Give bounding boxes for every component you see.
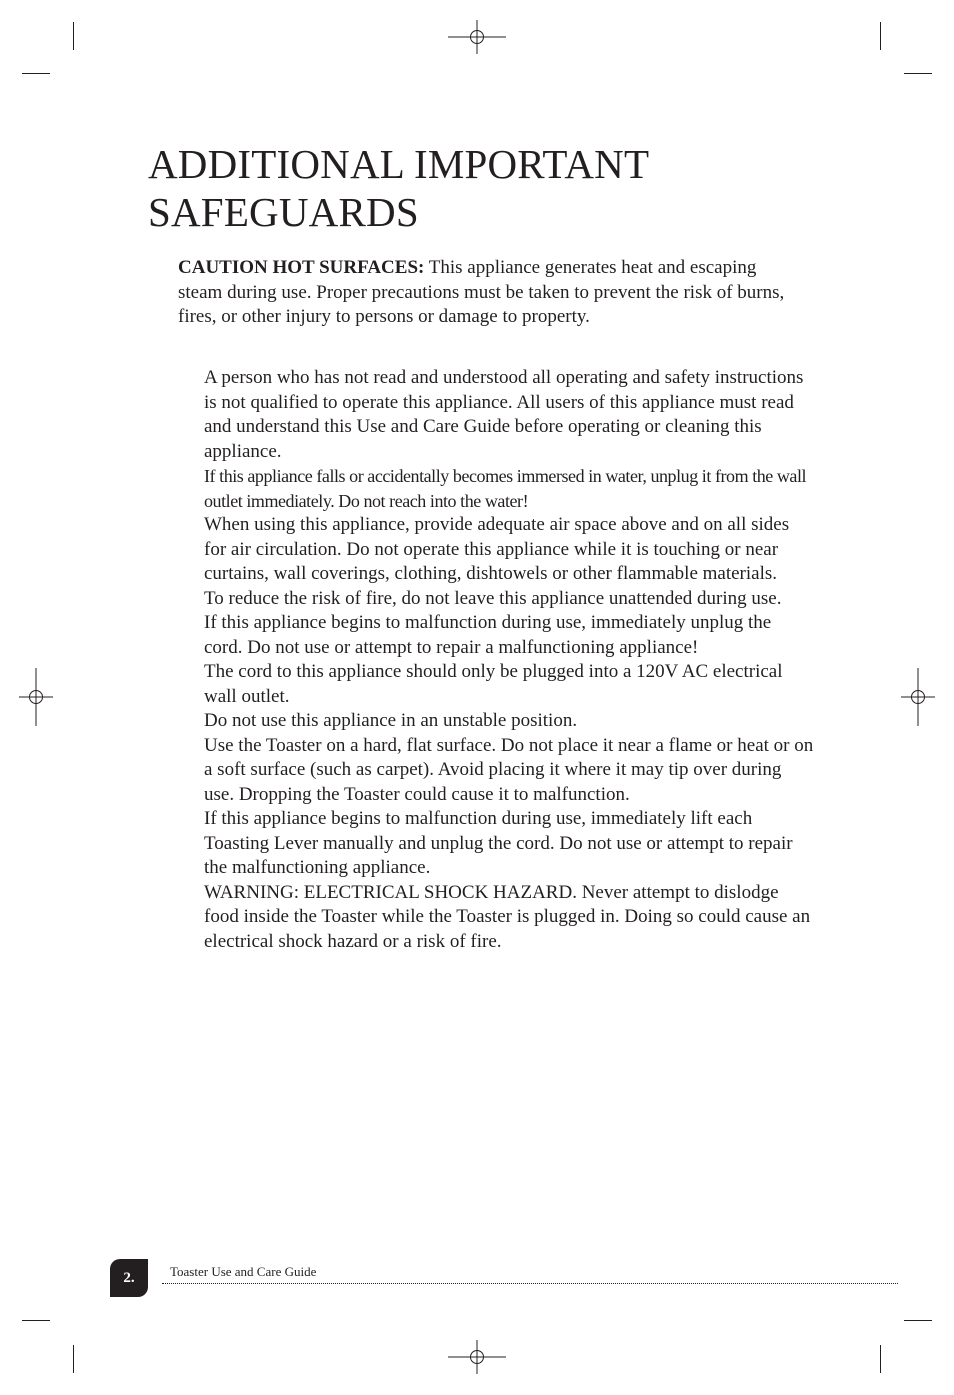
safeguard-item: WARNING: ELECTRICAL SHOCK HAZARD. Never attempt to dislodge food inside the Toaster while the Toaster is plugged in. Doing so could cause an electrical shock hazard or a risk of fire. xyxy=(204,881,811,952)
registration-mark-right-icon xyxy=(889,668,947,726)
registration-mark-left-icon xyxy=(7,668,65,726)
safeguard-item: When using this appliance, provide adequate air space above and on all sides for air circulation. Do not operate this appliance while it is touching or near curtains, wall coverings, clothing, dishtowels or other flammable materials. xyxy=(204,514,790,584)
safeguard-item: To reduce the risk of fire, do not leave this appliance unattended during use. xyxy=(204,587,782,609)
registration-mark-bottom-icon xyxy=(448,1328,506,1386)
safeguard-item: A person who has not read and understood all operating and safety instructions is not qualified to operate this appliance. All users of this appliance must read and understand this Use and Care Guide before operating or cleaning this appliance. xyxy=(204,367,804,462)
safeguard-item: If this appliance falls or accidentally becomes immersed in water, unplug it from the wall outlet immediately. Do not reach into the water! xyxy=(204,466,807,511)
crop-mark-top-left-horizontal xyxy=(22,73,50,74)
crop-mark-top-left-vertical xyxy=(73,22,74,50)
footer-guide-title: Toaster Use and Care Guide xyxy=(170,1264,317,1279)
page-title xyxy=(148,140,649,236)
safeguard-item: Do not use this appliance in an unstable position. xyxy=(204,710,578,731)
caution-label: CAUTION HOT SURFACES: xyxy=(178,257,425,278)
footer-dotted-rule xyxy=(162,1283,898,1284)
crop-mark-bottom-right-vertical xyxy=(880,1345,881,1373)
crop-mark-bottom-left-vertical xyxy=(73,1345,74,1373)
crop-mark-top-right-horizontal xyxy=(904,73,932,74)
safeguard-item: If this appliance begins to malfunction during use, immediately lift each Toasting Lever manually and unplug the cord. Do not use or attempt to repair the malfunctioning appliance. xyxy=(204,808,793,878)
crop-mark-top-right-vertical xyxy=(880,22,881,50)
safeguard-item: If this appliance begins to malfunction during use, immediately unplug the cord. Do not use or attempt to repair a malfunctioning appliance! xyxy=(204,612,772,658)
page-title-line-2: SAFEGUARDS xyxy=(148,189,419,235)
safeguard-item: Use the Toaster on a hard, flat surface. Do not place it near a flame or heat or on a soft surface (such as carpet). Avoid placing it where it may tip over during use. Dropping the Toaster could cause it to malfunction. xyxy=(204,734,814,805)
caution-paragraph xyxy=(178,256,803,330)
registration-mark-top-icon xyxy=(448,8,506,66)
page-number-badge: 2. xyxy=(110,1259,148,1297)
caution-text: This appliance generates heat and escaping steam during use. Proper precautions must be taken to prevent the risk of burns, fires, or other injury to persons or damage to property. xyxy=(178,257,785,328)
safeguards-list xyxy=(204,366,814,954)
crop-mark-bottom-left-horizontal xyxy=(22,1320,50,1321)
page-title-line-1: ADDITIONAL IMPORTANT xyxy=(148,141,650,187)
crop-mark-bottom-right-horizontal xyxy=(904,1320,932,1321)
safeguard-item: The cord to this appliance should only be plugged into a 120V AC electrical wall outlet. xyxy=(204,661,783,707)
